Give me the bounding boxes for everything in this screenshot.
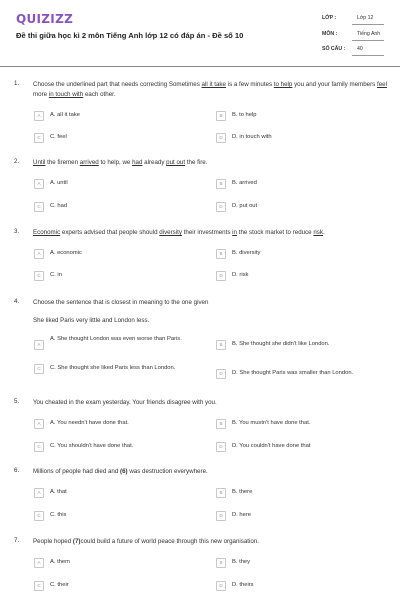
given-sentence: She liked Paris very little and London less. xyxy=(33,317,150,324)
option-letter-box: D xyxy=(216,271,226,281)
option-text: A. until xyxy=(50,180,68,186)
answer-option-c[interactable] xyxy=(33,578,205,593)
option-letter-box: B xyxy=(216,179,226,189)
question-text: You cheated in the exam yesterday. Your friends disagree with you. xyxy=(33,399,217,406)
text-segment: more xyxy=(33,91,49,98)
option-text: D. here xyxy=(232,512,252,518)
question-text: Choose the sentence that is closest in meaning to the one given xyxy=(33,299,209,306)
text-segment: was destruction everywhere. xyxy=(127,468,208,475)
meta-underline xyxy=(352,40,384,41)
option-letter-box: B xyxy=(216,419,226,429)
option-letter-box: A xyxy=(34,179,44,189)
answer-option-d[interactable] xyxy=(215,578,387,593)
text-segment: you and your family members xyxy=(292,81,377,88)
question-number: 4. xyxy=(14,298,20,305)
answer-option-c[interactable] xyxy=(33,268,205,283)
answer-option-a[interactable] xyxy=(33,416,205,431)
answer-option-c[interactable] xyxy=(33,361,205,376)
option-text: A. that xyxy=(50,489,67,495)
underlined-segment: all it take xyxy=(201,81,226,88)
question-text xyxy=(33,467,391,477)
answer-option-b[interactable] xyxy=(215,485,387,500)
option-letter-box: C xyxy=(34,133,44,143)
text-segment: could build a future of world peace through this new organisation. xyxy=(80,538,260,545)
question-text xyxy=(33,228,391,238)
option-letter-box: C xyxy=(34,364,44,374)
option-text: B. diversity xyxy=(232,250,261,256)
answer-option-a[interactable] xyxy=(33,335,205,352)
option-text: D. theirs xyxy=(232,582,254,588)
option-letter-box: D xyxy=(216,202,226,212)
option-letter-box: D xyxy=(216,581,226,591)
text-segment: Choose the underlined part that needs correcting Sometimes xyxy=(33,81,202,88)
question-number: 1. xyxy=(14,80,20,87)
underlined-segment: put out xyxy=(166,159,186,166)
answer-option-b[interactable] xyxy=(215,555,387,570)
option-text: A. all it take xyxy=(50,112,80,118)
answer-option-d[interactable] xyxy=(215,439,387,454)
option-text: C. had xyxy=(50,203,68,209)
answer-option-d[interactable] xyxy=(215,130,387,145)
answer-option-c[interactable] xyxy=(33,130,205,145)
answer-option-a[interactable] xyxy=(33,485,205,500)
option-text: B. arrived xyxy=(232,180,257,186)
meta-underline xyxy=(352,24,384,25)
answer-option-c[interactable] xyxy=(33,439,205,454)
meta-value-count: 40 xyxy=(357,46,363,52)
option-text: A. She thought London was even worse than Paris. xyxy=(50,336,182,342)
underlined-segment: in xyxy=(232,229,237,236)
text-segment: the fire. xyxy=(185,159,208,166)
option-text: C. their xyxy=(50,582,69,588)
option-letter-box: C xyxy=(34,202,44,212)
option-letter-box: A xyxy=(34,419,44,429)
option-letter-box: B xyxy=(216,111,226,121)
answer-option-c[interactable] xyxy=(33,199,205,214)
answer-option-a[interactable] xyxy=(33,246,205,261)
option-text: B. to help xyxy=(232,112,257,118)
quizizz-logo: QUIZIZZ xyxy=(16,12,74,26)
answer-option-a[interactable] xyxy=(33,108,205,123)
option-text: A. them xyxy=(50,559,70,565)
question-text xyxy=(33,80,391,100)
text-segment: their investments xyxy=(181,229,233,236)
option-text: D. risk xyxy=(232,272,249,278)
option-text: D. You couldn't have done that xyxy=(232,443,311,449)
underlined-segment: diversity xyxy=(159,229,182,236)
text-segment: is a few minutes xyxy=(225,81,274,88)
answer-option-b[interactable] xyxy=(215,176,387,191)
answer-option-d[interactable] xyxy=(215,199,387,214)
option-text: B. they xyxy=(232,559,251,565)
option-letter-box: A xyxy=(34,340,44,350)
option-text: C. in xyxy=(50,272,62,278)
option-letter-box: C xyxy=(34,581,44,591)
page-title: Đề thi giữa học kì 2 môn Tiếng Anh lớp 12 có đáp án - Đề số 10 xyxy=(16,31,244,40)
text-segment: already xyxy=(142,159,167,166)
option-text: C. this xyxy=(50,512,67,518)
underlined-segment: had xyxy=(132,159,143,166)
meta-label-class: LỚP : xyxy=(322,15,337,21)
meta-value-subject: Tiếng Anh xyxy=(357,31,381,37)
blank-marker: (7) xyxy=(72,538,81,545)
answer-option-d[interactable] xyxy=(215,508,387,523)
option-text: C. She thought she liked Paris less than London. xyxy=(50,365,176,371)
option-letter-box: A xyxy=(34,488,44,498)
option-letter-box: B xyxy=(216,340,226,350)
underlined-segment: risk xyxy=(313,229,323,236)
text-segment: each other. xyxy=(83,91,116,98)
option-text: A. You needn't have done that. xyxy=(50,420,129,426)
option-letter-box: D xyxy=(216,511,226,521)
worksheet-header xyxy=(0,0,400,64)
option-text: D. in touch with xyxy=(232,134,272,140)
text-segment: the firemen xyxy=(45,159,80,166)
option-text: B. there xyxy=(232,489,253,495)
text-segment: People hoped xyxy=(33,538,73,545)
option-text: A. economic xyxy=(50,250,82,256)
underlined-segment: in touch with xyxy=(48,91,84,98)
answer-option-b[interactable] xyxy=(215,416,387,431)
option-letter-box: C xyxy=(34,271,44,281)
option-letter-box: D xyxy=(216,133,226,143)
underlined-segment: arrived xyxy=(79,159,99,166)
option-letter-box: A xyxy=(34,111,44,121)
text-segment: experts advised that people should xyxy=(60,229,160,236)
text-segment: the stock market to reduce xyxy=(237,229,314,236)
option-letter-box: D xyxy=(216,369,226,379)
answer-option-c[interactable] xyxy=(33,508,205,523)
option-text: C. You shouldn't have done that. xyxy=(50,443,134,449)
option-text: B. You mustn't have done that. xyxy=(232,420,311,426)
answer-option-d[interactable] xyxy=(215,366,387,381)
underlined-segment: Economic xyxy=(33,229,61,236)
underlined-segment: feel xyxy=(376,81,387,88)
option-letter-box: B xyxy=(216,488,226,498)
text-segment: Millions of people had died and xyxy=(33,468,121,475)
meta-label-subject: MÔN : xyxy=(322,31,338,37)
option-letter-box: C xyxy=(34,511,44,521)
blank-marker: (6) xyxy=(120,468,128,475)
option-letter-box: C xyxy=(34,442,44,452)
option-text: D. put out xyxy=(232,203,258,209)
meta-underline xyxy=(352,55,384,56)
question-number: 7. xyxy=(14,537,20,544)
question-number: 3. xyxy=(14,228,20,235)
answer-option-b[interactable] xyxy=(215,108,387,123)
underlined-segment: Until xyxy=(33,159,46,166)
option-letter-box: A xyxy=(34,249,44,259)
option-letter-box: B xyxy=(216,249,226,259)
answer-option-a[interactable] xyxy=(33,176,205,191)
question-text xyxy=(33,537,391,547)
option-text: C. feel xyxy=(50,134,67,140)
meta-label-count: SỐ CÂU : xyxy=(322,46,346,52)
option-text: D. She thought Paris was smaller than London. xyxy=(232,370,354,376)
text-segment: . xyxy=(322,229,325,236)
option-letter-box: D xyxy=(216,442,226,452)
option-letter-box: B xyxy=(216,558,226,568)
answer-option-b[interactable] xyxy=(215,246,387,261)
answer-option-b[interactable] xyxy=(215,337,387,352)
option-letter-box: A xyxy=(34,558,44,568)
underlined-segment: to help xyxy=(273,81,293,88)
question-number: 5. xyxy=(14,398,20,405)
text-segment: to help, we xyxy=(98,159,133,166)
answer-option-a[interactable] xyxy=(33,555,205,570)
question-text xyxy=(33,158,391,168)
meta-value-class: Lớp 12 xyxy=(357,15,374,21)
answer-option-d[interactable] xyxy=(215,268,387,283)
question-number: 2. xyxy=(14,158,20,165)
header-divider xyxy=(0,66,400,67)
question-number: 6. xyxy=(14,467,20,474)
option-text: B. She thought she didn't like London. xyxy=(232,341,330,347)
